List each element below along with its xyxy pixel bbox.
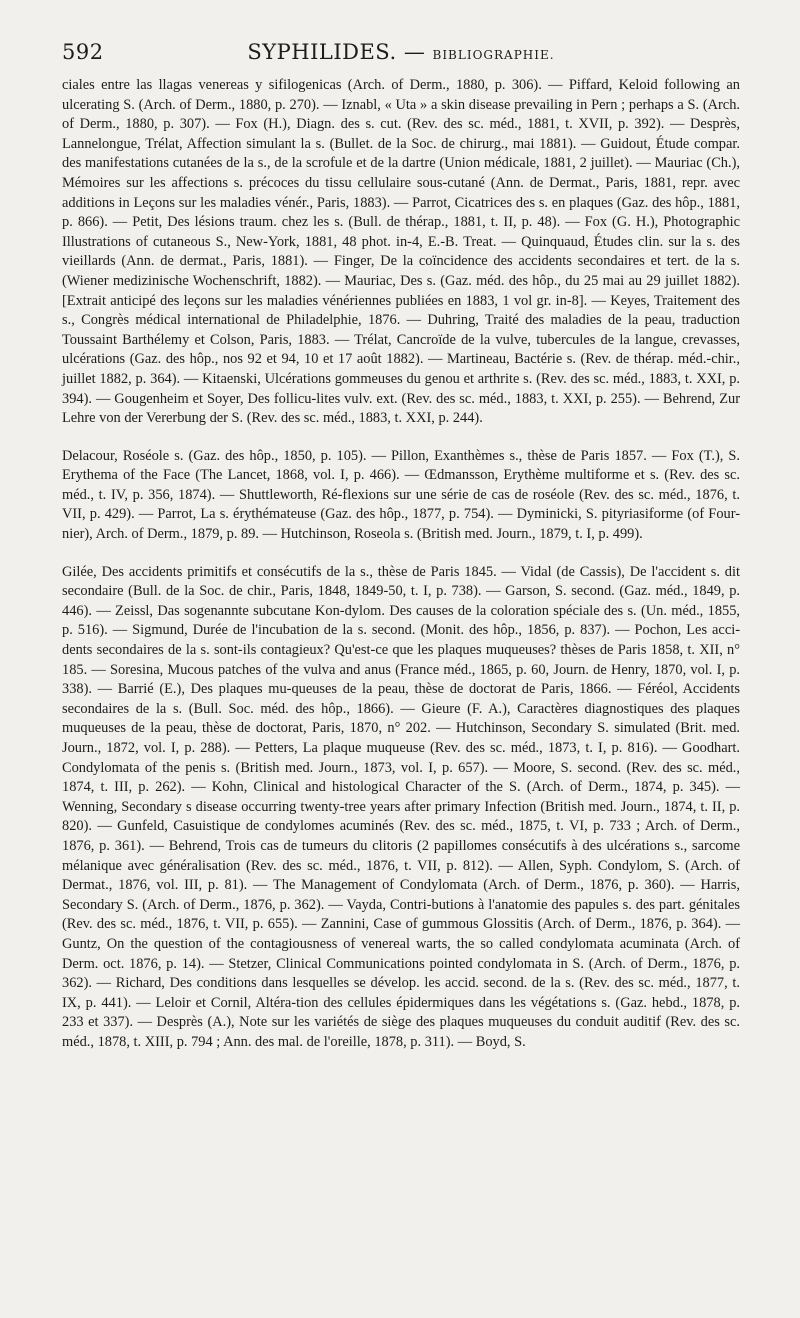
running-title-dash: — [403, 40, 426, 64]
bibliography-body [62, 76, 740, 1053]
running-header [62, 40, 740, 76]
running-title [62, 40, 740, 64]
bibliography-paragraph-2: Delacour, Roséole s. (Gaz. des hôp., 1850, p. 105). — Pillon, Exanthèmes s., thèse de Paris 1857. — Fox (T.), S. Erythema of the Face (The Lancet, 1868, vol. I, p. 466). — Œdmansson, Erythème multiforme et s. (Rev. des sc. méd., t. IV, p. 356, 1874). — Shuttleworth, Ré-flexions sur une série de cas de roséole (Rev. des sc. méd., 1876, t. VII, p. 429). — Parrot, La s. érythémateuse (Gaz. des hôp., 1877, p. 754). — Dyminicki, S. pityriasiforme (of Four-nier), Arch. of Derm., 1879, p. 89. — Hutchinson, Roseola s. (British med. Journ., 1879, t. I, p. 499). [62, 447, 740, 543]
bibliography-paragraph-1: ciales entre las llagas venereas y sifilogenicas (Arch. of Derm., 1880, p. 306). — Piffard, Keloid following an ulcerating S. (Arch. of Derm., 1880, p. 270). — Iznabl, « Uta » a skin disease prevailing in Pern ; perhaps a S. (Arch. of Derm., 1880, p. 307). — Fox (H.), Diagn. des s. cut. (Rev. des sc. méd., 1881, t. XVII, p. 392). — Desprès, Lannelongue, Trélat, Affection simulant la s. (Bullet. de la Soc. de chirurg., mai 1881). — Guidout, Étude compar. des manifestations cutanées de la s., de la scrofule et de la dartre (Union médicale, 1881, 2 juillet). — Mauriac (Ch.), Mémoires sur les affections s. précoces du tissu cellulaire sous-cutané (Ann. de Dermat., Paris, 1881, repr. avec additions in Leçons sur les maladies vénér., Paris, 1883). — Parrot, Cicatrices des s. en plaques (Gaz. des hôp., 1881, p. 866). — Petit, Des lésions traum. chez les s. (Bull. de thérap., 1881, t. II, p. 48). — Fox (G. H.), Photographic Illustrations of cutaneous S., New-York, 1881, 48 phot. in-4, E.-B. Treat. — Quinquaud, Études clin. sur la s. des vieillards (Ann. de dermat., Paris, 1881). — Finger, De la coïncidence des accidents secondaires et tert. de la s. (Wiener medizinische Wochenschrift, 1882). — Mauriac, Des s. (Gaz. méd. des hôp., du 25 mai au 29 juillet 1882). [Extrait anticipé des leçons sur les maladies vénériennes publiées en 1883, 1 vol gr. in-8]. — Keyes, Traitement des s., Congrès médical international de Philadelphie, 1876. — Duhring, Traité des maladies de la peau, traduction Toussaint Barthélemy et Colson, Paris, 1883. — Trélat, Cancroïde de la vulve, tubercules de la langue, crevasses, ulcérations (Gaz. des hôp., nos 92 et 94, 10 et 17 août 1882). — Martineau, Bactérie s. (Rev. de thérap. méd.-chir., juillet 1882, p. 364). — Kitaenski, Ulcérations gommeuses du genou et arthrite s. (Rev. des sc. méd., 1883, t. XXI, p. 394). — Gougenheim et Soyer, Des follicu-lites vulv. ext. (Rev. des sc. méd., 1883, t. XXI, p. 255). — Behrend, Zur Lehre von der Vererbung der S. (Rev. des sc. méd., 1883, t. XXI, p. 244). [62, 77, 740, 427]
running-title-main: SYPHILIDES. [247, 40, 397, 64]
page-number: 592 [62, 40, 104, 64]
running-title-subtitle: BIBLIOGRAPHIE. [432, 48, 555, 62]
bibliography-paragraph-3: Gilée, Des accidents primitifs et consécutifs de la s., thèse de Paris 1845. — Vidal (de Cassis), De l'accident s. dit secondaire (Bull. de la Soc. de chir., Paris, 1848, 1849-50, t. I, p. 738). — Garson, S. second. (Gaz. méd., 1849, p. 446). — Zeissl, Das sogenannte subcutane Kon-dylom. Des causes de la coloration spéciale des s. (Un. méd., 1855, p. 516). — Sigmund, Durée de l'incubation de la s. second. (Monit. des hôp., 1856, p. 837). — Pochon, Les acci-dents secondaires de la s. sont-ils contagieux? Qu'est-ce que les plaques muqueuses? thèses de Paris 1858, t. XII, n° 185. — Soresina, Mucous patches of the vulva and anus (France méd., 1865, p. 60, Journ. de Henry, 1870, vol. I, p. 338). — Barrié (E.), Des plaques mu-queuses de la peau, thèse de doctorat de Paris, 1866. — Féréol, Accidents secondaires de la s. (Bull. Soc. méd. des hôp., 1866). — Gieure (F. A.), Caractères diagnostiques des plaques muqueuses de la peau, thèse de doctorat, Paris, 1870, n° 202. — Hutchinson, Secondary S. simulated (Brit. med. Journ., 1872, vol. I, p. 288). — Petters, La plaque muqueuse (Rev. des sc. méd., 1873, t. I, p. 816). — Goodhart. Condylomata of the penis s. (British med. Journ., 1873, vol. I, p. 657). — Moore, S. second. (Rev. des sc. méd., 1874, t. III, p. 262). — Kohn, Clinical and histological Character of the S. (Arch. of Derm., 1874, p. 345). — Wenning, Secondary s disease occurring twenty-tree years after primary Infection (British med. Journ., 1874, t. II, p. 820). — Gunfeld, Casuistique de condylomes acuminés (Rev. des sc. méd., 1875, t. VI, p. 733 ; Arch. of Derm., 1876, p. 361). — Behrend, Trois cas de tumeurs du clitoris (2 papillomes consécutifs à des ulcérations s., sarcome mélanique avec généralisation (Rev. des sc. méd., 1876, t. VII, p. 812). — Allen, Syph. Condylom, S. (Arch. of Dermat., 1876, vol. III, p. 81). — The Management of Condylomata (Arch. of Derm., 1876, p. 360). — Harris, Secondary S. (Arch. of Derm., 1876, p. 362). — Vayda, Contri-butions à l'anatomie des papules s. des part. génitales (Rev. des sc. méd., 1876, t. VII, p. 655). — Zannini, Case of gummous Glossitis (Arch. of Derm., 1876, p. 364). — Guntz, On the question of the contagiousness of venereal warts, the so called condylomata acuminata (Arch. of Derm. oct. 1876, p. 14). — Stetzer, Clinical Communications pointed condylomata in S. (Arch. of Derm., 1876, p. 362). — Richard, Des conditions dans lesquelles se dévelop. les accid. second. de la s. (Rev. des sc. méd., 1877, t. IX, p. 441). — Leloir et Cornil, Altéra-tion des cellules épidermiques dans les végétations s. (Gaz. hebd., 1878, p. 233 et 337). — Desprès (A.), Note sur les variétés de siège des plaques muqueuses du conduit auditif (Rev. des sc. méd., 1878, t. XIII, p. 794 ; Ann. des mal. de l'oreille, 1878, p. 311). — Boyd, S. [62, 563, 740, 1050]
